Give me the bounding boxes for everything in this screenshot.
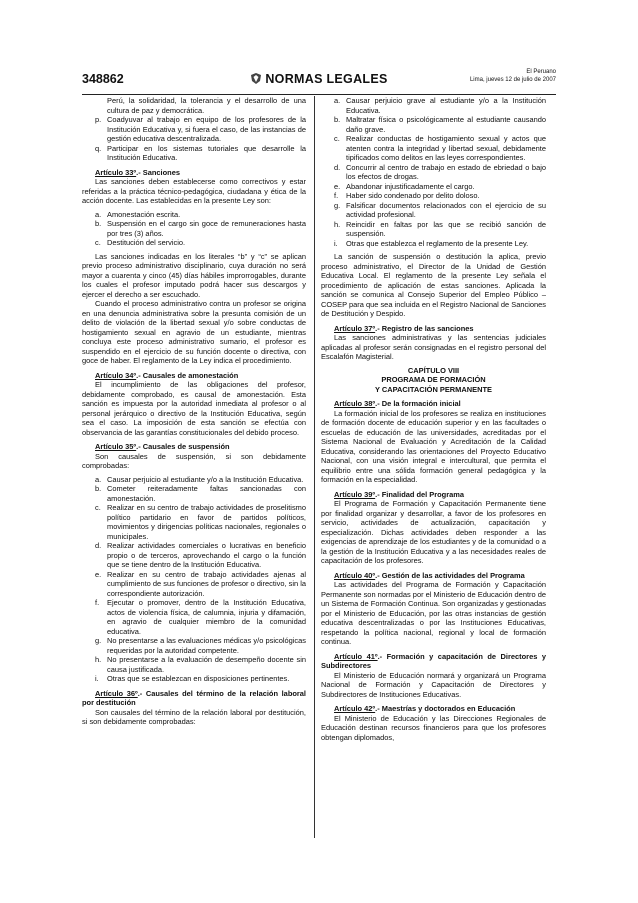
list-item: a. Causar perjuicio al estudiante y/o a la Institución Educativa. — [95, 474, 304, 484]
article-37-heading: Artículo 37º.- Registro de las sanciones — [334, 323, 474, 333]
article-35-body: Son causales de suspensión, si son debidamente comprobadas: — [82, 451, 306, 470]
column-divider — [314, 96, 315, 838]
brand-name: NORMAS LEGALES — [265, 72, 388, 86]
article-34-heading: Artículo 34º.- Causales de amonestación — [95, 370, 239, 380]
chapter-title-line: PROGRAMA DE FORMACIÓN — [381, 375, 486, 384]
article-42-body: El Ministerio de Educación y las Direcciones Regionales de Educación destinan recursos financieros para que los profesores obtengan diplomados, — [321, 713, 546, 742]
issue-date: Lima, jueves 12 de julio de 2007 — [469, 77, 556, 83]
article-41-body: El Ministerio de Educación normará y organizará un Programa Nacional de Formación y Capacitación de Directores y Subdirectores de Instituciones Educativas. — [321, 670, 546, 699]
list-item: d. Realizar actividades comerciales o lucrativas en beneficio propio o de terceros, aprovechando el cargo o la función que se tiene dentro de la Institución Educativa. — [95, 541, 306, 569]
article-39-heading: Artículo 39º.- Finalidad del Programa — [334, 489, 465, 499]
article-40-body: Las actividades del Programa de Formación y Capacitación Permanente son normadas por el Ministerio de Educación dentro de un Sistema de Formación Continua. Son organizadas y gestionadas por el Ministerio de Educación, por las otras instancias de gestión educativa descentralizadas o por las Instituciones Educativas, respetando la política nacional, regional y local de formación continua. — [321, 580, 546, 646]
list-item: q. Participar en los sistemas tutoriales que desarrolle la Institución Educativa. — [95, 143, 306, 162]
list-item: b. Maltratar física o psicológicamente al estudiante causando daño grave. — [334, 115, 546, 134]
article-41-heading: Artículo 41º.- Formación y capacitación de Directores y Subdirectores — [321, 651, 546, 670]
article-39-body: El Programa de Formación y Capacitación Permanente tiene por finalidad organizar y desarrollar, a favor de los profesores en servicio, actividades de actualización, capacitación y especialización. Dichas actividades deben responder a las exigencias de aprendizaje de los estudiantes y de la comunidad o a la gestión de la Institución Educativa y a las necesidades reales de capacitación de los profesores. — [321, 499, 546, 565]
list-item: Perú, la solidaridad, la tolerancia y el desarrollo de una cultura de paz y democrática. — [107, 96, 306, 115]
dismissal-causes-list — [321, 96, 546, 248]
article-38-heading: Artículo 38º.- De la formación inicial — [334, 399, 461, 408]
list-item: b. Suspensión en el cargo sin goce de remuneraciones hasta por tres (3) años. — [95, 219, 306, 238]
list-item: i. Otras que establezca el reglamento de la presente Ley. — [334, 238, 529, 248]
suspension-causes-list — [82, 475, 306, 684]
left-column — [82, 96, 306, 727]
article-35-heading: Artículo 35º.- Causales de suspensión — [95, 442, 230, 451]
list-item: g. No presentarse a las evaluaciones médicas y/o psicológicas requeridas por la autoridad competente. — [95, 636, 306, 655]
chapter-heading — [321, 366, 546, 395]
article-36-body: Son causales del término de la relación laboral por destitución, si son debidamente comprobadas: — [82, 707, 306, 726]
article-36-paragraph: La sanción de suspensión o destitución la aplica, previo proceso administrativo, el Director de la Unidad de Gestión Educativa Local. El reglamento de la presente Ley señala el procedimiento de aplicación de estas sanciones. Aplicada la sanción se comunica al Consejo Superior del Empleo Público – COSEP para que sea incluida en el Registro Nacional de Sanciones de Destitución y Despido. — [321, 252, 546, 318]
list-item: d. Concurrir al centro de trabajo en estado de ebriedad o bajo los efectos de drogas. — [334, 162, 546, 181]
chapter-title-line: Y CAPACITACIÓN PERMANENTE — [375, 384, 492, 394]
article-33-heading: Artículo 33º.- Sanciones — [95, 167, 180, 177]
article-42-heading: Artículo 42º.- Maestrías y doctorados en Educación — [334, 704, 516, 713]
list-item: a. Amonestación escrita. — [95, 209, 181, 219]
article-38-body: La formación inicial de los profesores se realiza en instituciones de formación docente de educación superior y en las facultades o escuelas de educación de las universidades, acreditadas por el Sistema Nacional de Evaluación y Acreditación de la Calidad Educativa, considerando las orientaciones del Proyecto Educativo Nacional, con una visión integral e intercultural, que permita el equilibrio entre una sólida formación general pedagógica y la formación en la especialidad. — [321, 408, 546, 484]
article-36-heading: Artículo 36º.- Causales del término de la relación laboral por destitución — [82, 688, 306, 707]
item-list-cont — [82, 96, 306, 163]
list-item: h. Reincidir en faltas por las que se recibió sanción de suspensión. — [334, 219, 546, 238]
list-item: i. Otras que se establezcan en disposiciones pertinentes. — [95, 674, 290, 683]
list-item: p. Coadyuvar al trabajo en equipo de los profesores de la Institución Educativa y, si fuera el caso, de las instancias de gestión educativa descentralizada. — [95, 115, 306, 143]
newspaper-name: El Peruano — [526, 69, 556, 75]
list-item: a. Causar perjuicio grave al estudiante y/o a la Institución Educativa. — [334, 96, 546, 115]
chapter-number: CAPÍTULO VIII — [407, 365, 460, 375]
list-item: f. Ejecutar o promover, dentro de la Institución Educativa, actos de violencia física, de calumnia, injuria y difamación, en agravio de cualquier miembro de la comunidad educativa. — [95, 598, 306, 636]
article-40-heading: Artículo 40º.- Gestión de las actividades del Programa — [334, 570, 525, 580]
list-item: f. Haber sido condenado por delito doloso. — [334, 191, 480, 200]
article-33-body: Las sanciones deben establecerse como correctivos y estar referidas a la práctica técnico-pedagógica, ciudadana y ética de la acción docente. Las establecidas en la presente Ley son: — [82, 177, 306, 205]
list-item: g. Falsificar documentos relacionados con el ejercicio de su actividad profesional. — [334, 200, 546, 219]
page-header — [82, 64, 556, 95]
list-item: e. Realizar en su centro de trabajo actividades ajenas al cumplimiento de sus funciones de profesor o directivo, sin la correspondiente autorización. — [95, 569, 306, 598]
sanctions-list — [82, 210, 306, 248]
coat-of-arms-icon — [250, 73, 262, 84]
list-item: c. Realizar conductas de hostigamiento sexual y actos que atenten contra la integridad y libertad sexual, debidamente tipificados como delitos en las leyes correspondientes. — [334, 134, 546, 162]
article-34-body: El incumplimiento de las obligaciones del profesor, debidamente comprobado, es causal de amonestación. Esta sanción es impuesta por la autoridad inmediata al profesor o al personal jerárquico o directivo de la Institución Educativa, según sea el caso. La imposición de esta sanción se efectúa con observancia de las garantías constitucionales del debido proceso. — [82, 380, 306, 437]
list-item: b. Cometer reiteradamente faltas sancionadas con amonestación. — [95, 484, 306, 503]
article-33-paragraph: Las sanciones indicadas en los literales “b” y “c” se aplican previo proceso administrativo disciplinario, cuya duración no será mayor a cuarenta y cinco (45) días hábiles improrrogables, durante los cuales el profesor imputado podrá hacer sus descargos y ejercer el derecho a ser escuchado. — [82, 251, 306, 299]
article-33-paragraph: Cuando el proceso administrativo contra un profesor se origina en una denuncia administrativa sobre la presunta comisión de un delito de violación de la libertad sexual y/o sobre conductas de hostigamiento sexual en agravio de un estudiante, mientras concluya este proceso administrativo sumario, el profesor es suspendido en el ejercicio de su función docente o directiva, con goce de haber. El reglamento de la Ley indica el procedimiento. — [82, 299, 306, 365]
right-column — [321, 96, 546, 742]
article-37-body: Las sanciones administrativas y las sentencias judiciales aplicadas al profesor serán consignadas en el registro personal del Escalafón Magisterial. — [321, 333, 546, 361]
list-item: e. Abandonar injustificadamente el cargo. — [334, 181, 475, 191]
issue-info — [470, 68, 556, 84]
list-item: c. Destitución del servicio. — [95, 238, 186, 247]
page-number: 348862 — [82, 72, 124, 86]
list-item: h. No presentarse a la evaluación de desempeño docente sin causa justificada. — [95, 655, 306, 674]
list-item: c. Realizar en su centro de trabajo actividades de proselitismo político partidario en favor de partidos políticos, movimientos y dirigencias políticas nacionales, regionales o municipales. — [95, 503, 306, 541]
